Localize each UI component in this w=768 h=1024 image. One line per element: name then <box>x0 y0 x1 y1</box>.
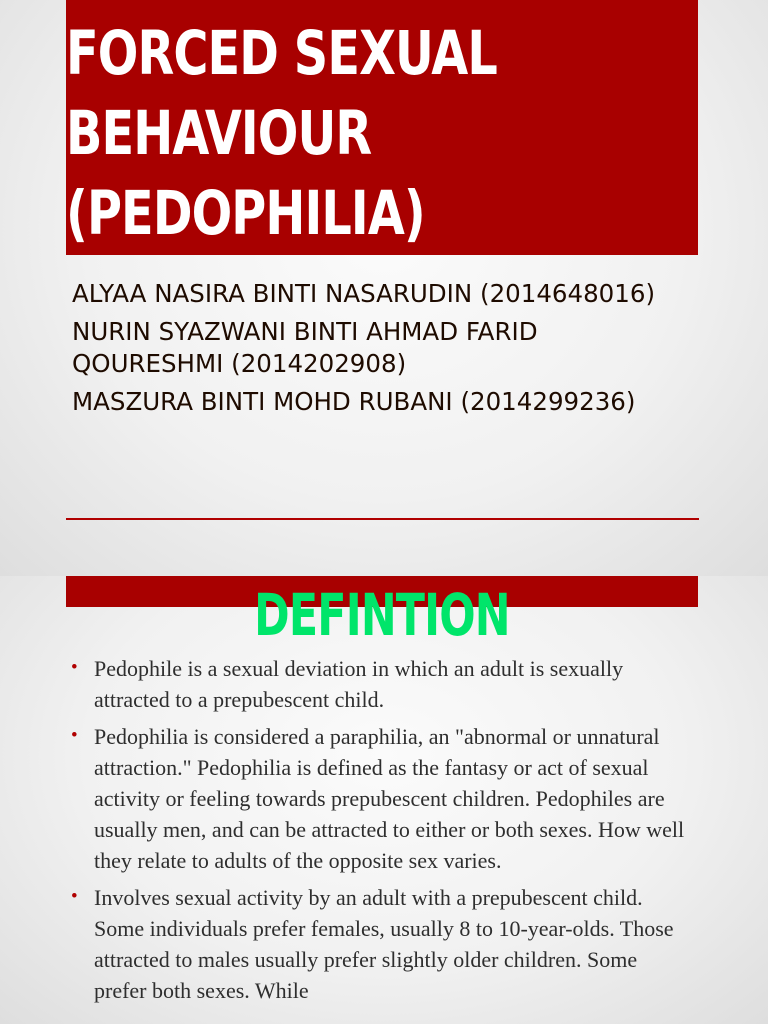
definition-list <box>72 653 692 1012</box>
bullet-icon: • <box>71 657 78 678</box>
slide-title: FORCED SEXUAL BEHAVIOUR (PEDOPHILIA) <box>66 18 497 249</box>
definition-heading: DEFINTION <box>254 581 510 649</box>
bullet-icon: • <box>71 886 78 907</box>
list-item-text: Pedophile is a sexual deviation in which an adult is sexually attracted to a prepubescent child. <box>94 656 624 712</box>
author-item: NURIN SYAZWANI BINTI AHMAD FARID QOURESHMI (2014202908) <box>72 317 538 378</box>
definition-slide <box>0 576 768 1024</box>
author-item: ALYAA NASIRA BINTI NASARUDIN (2014648016) <box>72 279 655 308</box>
list-item-text: Pedophilia is considered a paraphilia, an "abnormal or unnatural attraction." Pedophilia is defined as the fantasy or act of sexual activity or feeling towards prepubescent children. Pedophiles are usually men, and can be attracted to either or both sexes. How well they relate to adults of the opposite sex varies. <box>94 724 685 873</box>
list-item <box>72 721 692 876</box>
bullet-icon: • <box>71 725 78 746</box>
list-item <box>72 882 692 1006</box>
divider-rule <box>66 518 699 520</box>
list-item <box>72 653 692 715</box>
author-item: MASZURA BINTI MOHD RUBANI (2014299236) <box>72 387 636 416</box>
author-list <box>72 278 692 424</box>
list-item-text: Involves sexual activity by an adult with a prepubescent child. Some individuals prefer females, usually 8 to 10-year-olds. Those attracted to males usually prefer slightly older children. Some prefer both sexes. While <box>94 885 674 1003</box>
